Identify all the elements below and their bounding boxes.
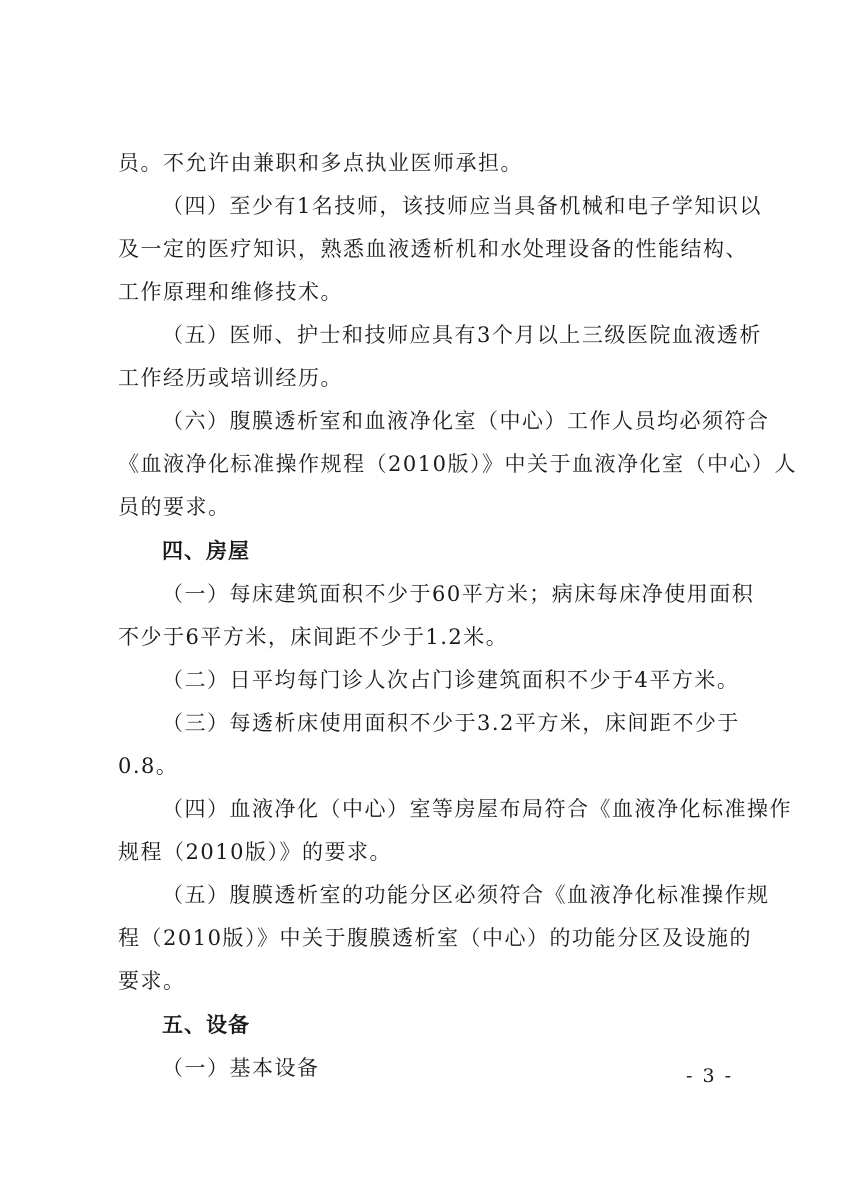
text-line-11: （一）每床建筑面积不少于60平方米；病床每床净使用面积 — [162, 582, 755, 606]
text-line-16: （四）血液净化（中心）室等房屋布局符合《血液净化标准操作 — [162, 797, 792, 821]
text-line-17: 规程（2010版）》的要求。 — [118, 840, 392, 864]
text-line-15: 0.8。 — [118, 754, 179, 778]
text-line-19: 程（2010版）》中关于腹膜透析室（中心）的功能分区及设施的 — [118, 926, 752, 950]
text-line-3: 及一定的医疗知识，熟悉血液透析机和水处理设备的性能结构、 — [118, 237, 748, 261]
text-line-7: （六）腹膜透析室和血液净化室（中心）工作人员均必须符合 — [162, 409, 770, 433]
text-line-5: （五）医师、护士和技师应具有3个月以上三级医院血液透析 — [162, 323, 762, 347]
text-line-18: （五）腹膜透析室的功能分区必须符合《血液净化标准操作规 — [162, 883, 770, 907]
page-number: - 3 - — [686, 1065, 734, 1087]
text-line-22: （一）基本设备 — [162, 1056, 320, 1080]
text-line-14: （三）每透析床使用面积不少于3.2平方米，床间距不少于 — [162, 711, 740, 735]
section-heading-housing: 四、房屋 — [162, 539, 250, 563]
text-line-8: 《血液净化标准操作规程（2010版）》中关于血液净化室（中心）人 — [118, 452, 797, 476]
text-line-6: 工作经历或培训经历。 — [118, 366, 343, 390]
section-heading-equipment: 五、设备 — [162, 1013, 250, 1037]
text-line-12: 不少于6平方米，床间距不少于1.2米。 — [118, 625, 509, 649]
text-line-20: 要求。 — [118, 969, 186, 993]
text-line-2: （四）至少有1名技师，该技师应当具备机械和电子学知识以 — [162, 194, 762, 218]
text-line-4: 工作原理和维修技术。 — [118, 280, 343, 304]
text-line-13: （二）日平均每门诊人次占门诊建筑面积不少于4平方米。 — [162, 668, 740, 692]
text-line-1: 员。不允许由兼职和多点执业医师承担。 — [118, 151, 523, 175]
text-line-9: 员的要求。 — [118, 495, 231, 519]
